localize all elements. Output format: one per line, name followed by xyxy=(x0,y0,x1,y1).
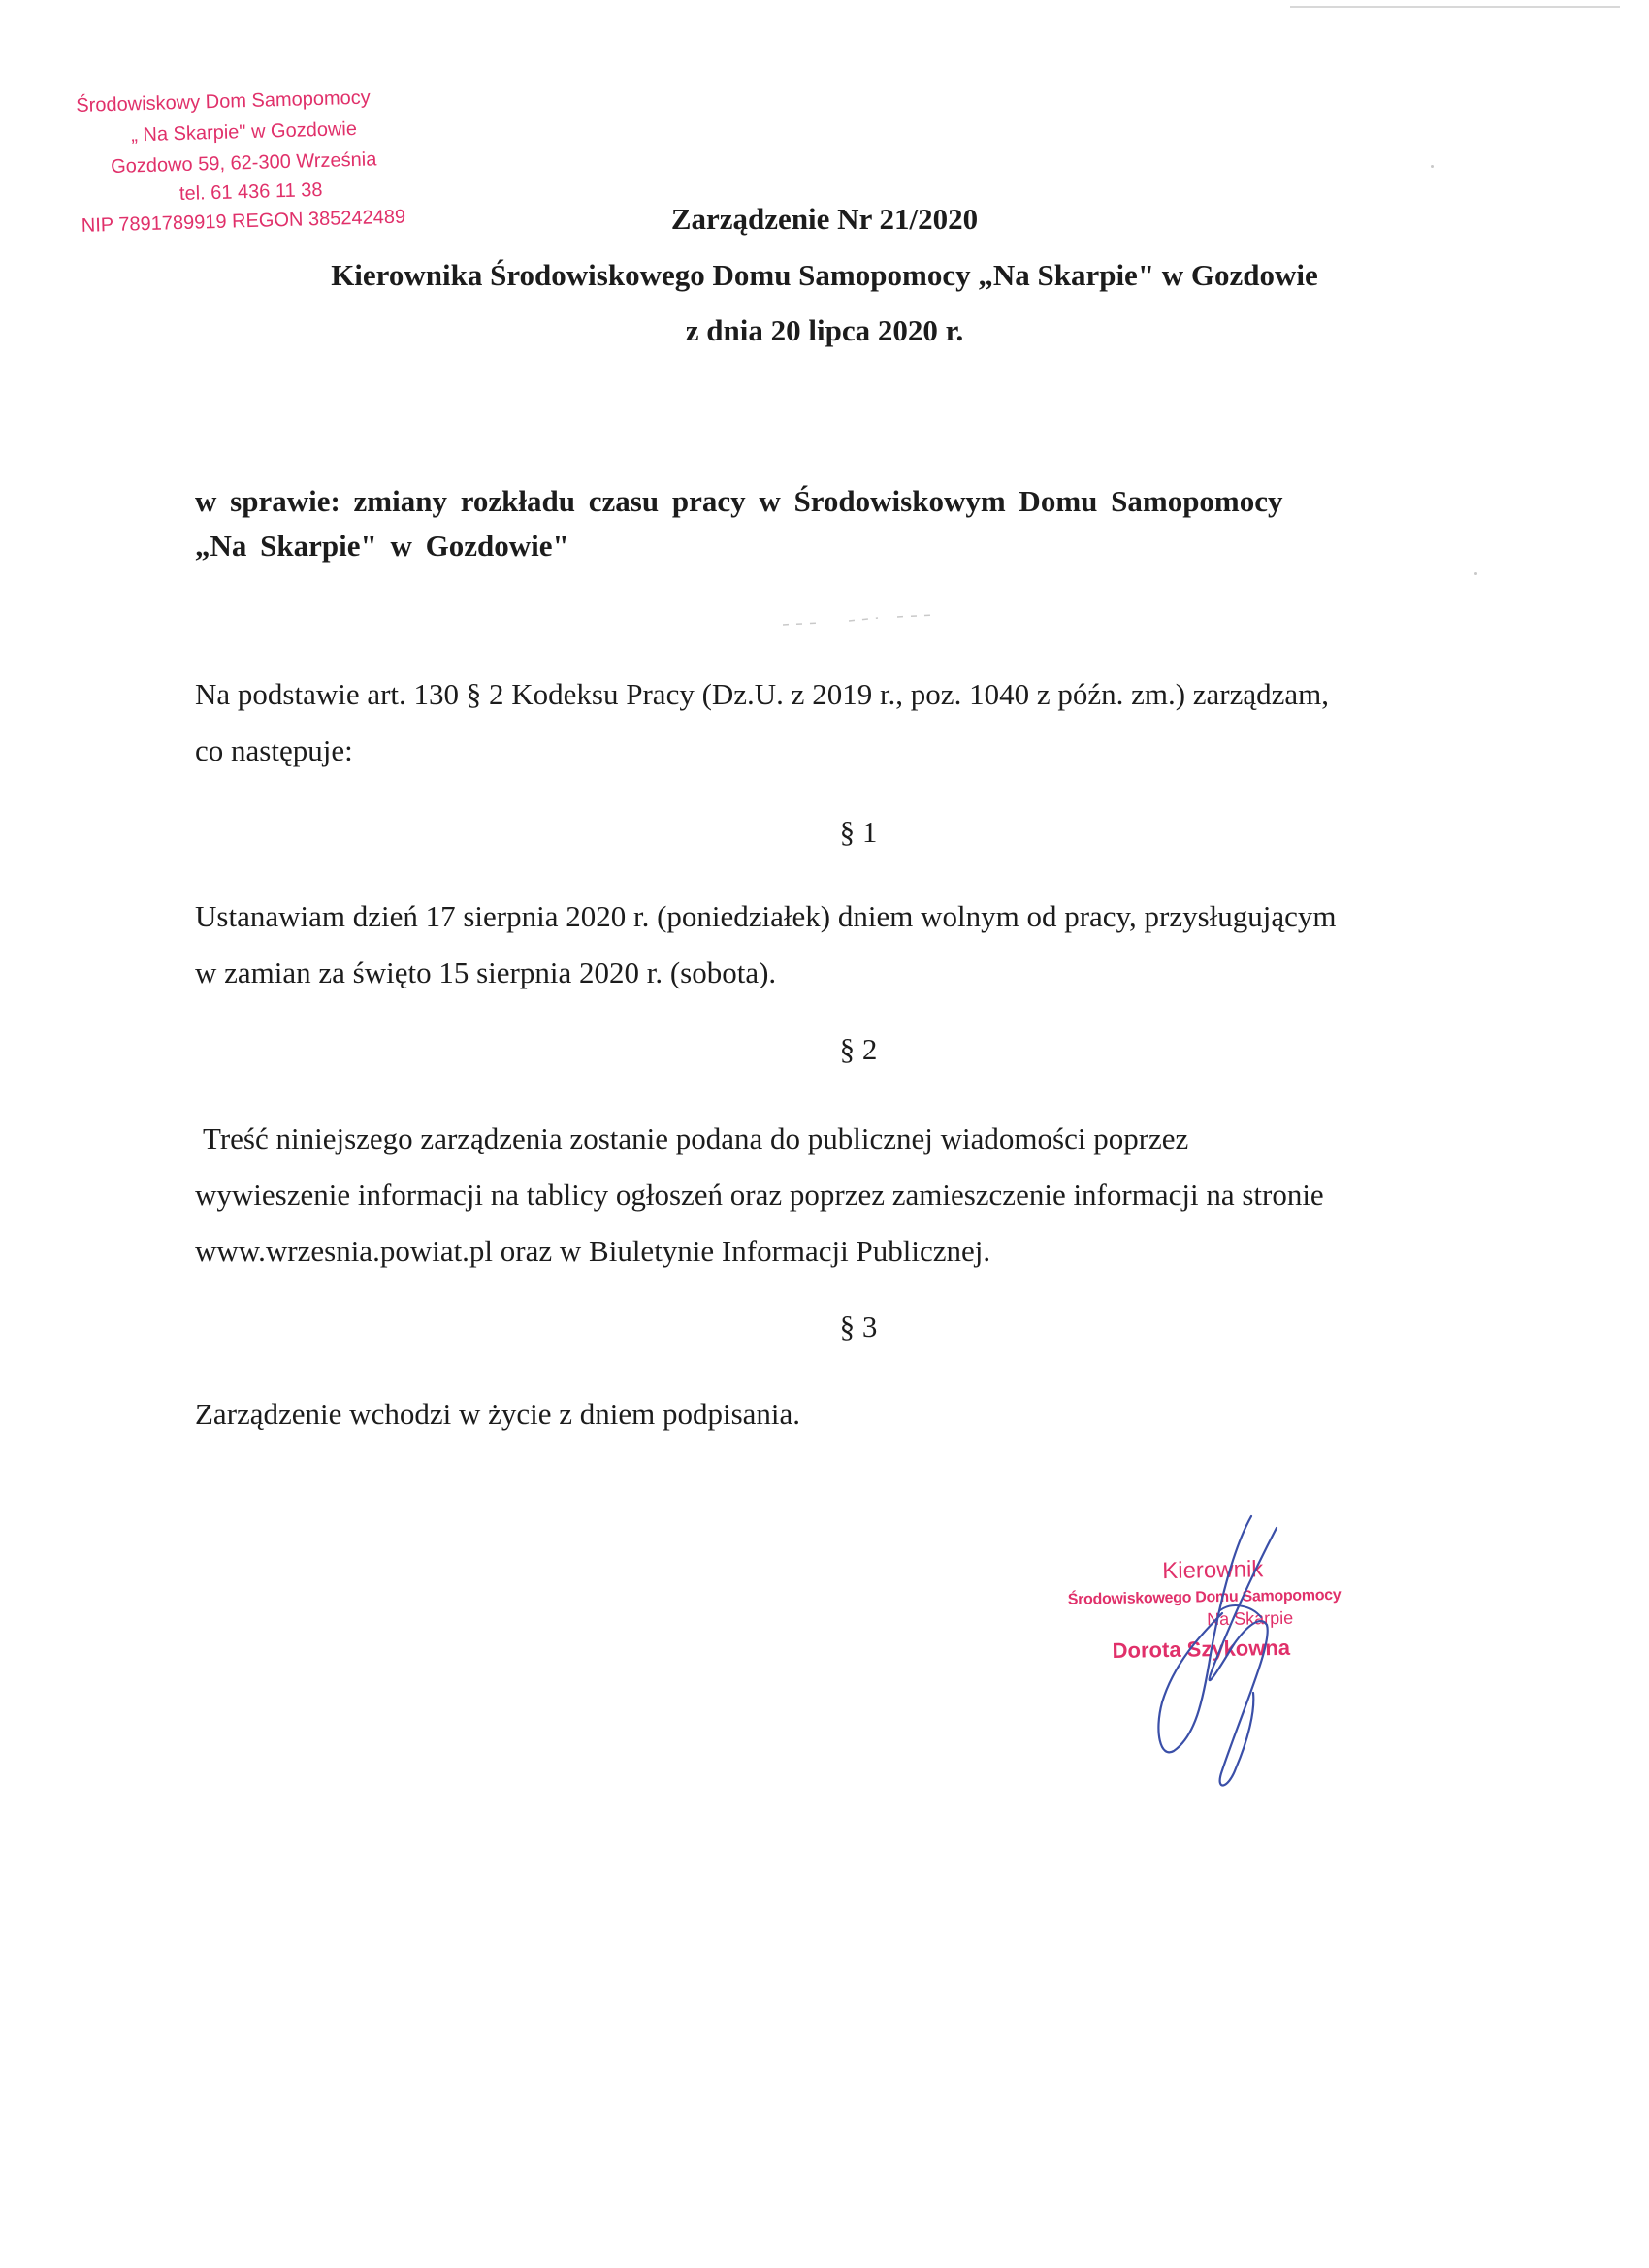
section-mark: § 3 xyxy=(839,1310,878,1344)
stamp-line-address: Gozdowo 59, 62-300 Września xyxy=(110,148,377,178)
section-body xyxy=(195,1386,1425,1442)
scan-speck xyxy=(1431,165,1434,168)
section-mark: § 1 xyxy=(839,815,878,849)
section-mark: § 2 xyxy=(839,1032,878,1066)
section-line: Zarządzenie wchodzi w życie z dniem podpisania. xyxy=(195,1397,801,1431)
document-issuer: Kierownika Środowiskowego Domu Samopomocy „Na Skarpie" w Gozdowie xyxy=(331,258,1318,292)
section-line: wywieszenie informacji na tablicy ogłoszeń oraz poprzez zamieszczenie informacji na stronie xyxy=(195,1178,1324,1212)
stamp-line-phone: tel. 61 436 11 38 xyxy=(178,178,323,206)
stamp-line-ids: NIP 7891789919 REGON 385242489 xyxy=(81,206,406,237)
signature-stamp-title: Kierownik xyxy=(1162,1556,1264,1585)
section-line: Treść niniejszego zarządzenia zostanie podana do publicznej wiadomości poprzez xyxy=(203,1121,1189,1155)
stamp-line-place: „ Na Skarpie" w Gozdowie xyxy=(130,117,358,146)
intro-line: co następuje: xyxy=(195,733,353,767)
intro-block xyxy=(195,666,1425,779)
section-line: w zamian za święto 15 sierpnia 2020 r. (sobota). xyxy=(195,956,777,989)
subject-block xyxy=(195,479,1425,568)
section-line: www.wrzesnia.powiat.pl oraz w Biuletynie Informacji Publicznej. xyxy=(195,1234,991,1268)
signature-stamp-person: Dorota Szykowna xyxy=(1112,1635,1291,1663)
subject-line: w sprawie: zmiany rozkładu czasu pracy w Środowiskowym Domu Samopomocy xyxy=(195,484,1283,518)
scan-mark xyxy=(781,613,936,627)
scan-speck xyxy=(1474,572,1477,575)
scan-edge-mark xyxy=(1290,6,1620,8)
intro-line: Na podstawie art. 130 § 2 Kodeksu Pracy (Dz.U. z 2019 r., poz. 1040 z późn. zm.) zarządzam, xyxy=(195,677,1330,711)
document-date: z dnia 20 lipca 2020 r. xyxy=(685,313,964,347)
section-body xyxy=(195,1111,1425,1280)
signature-stamp-institution: Środowiskowego Domu Samopomocy xyxy=(1067,1586,1342,1608)
institution-stamp xyxy=(76,81,464,237)
handwritten-signature xyxy=(1106,1508,1358,1799)
stamp-line-name: Środowiskowy Dom Samopomocy xyxy=(76,86,372,116)
document-title: Zarządzenie Nr 21/2020 xyxy=(670,202,979,236)
subject-line: „Na Skarpie" w Gozdowie" xyxy=(195,529,569,563)
section-body xyxy=(195,889,1425,1001)
section-line: Ustanawiam dzień 17 sierpnia 2020 r. (poniedziałek) dniem wolnym od pracy, przysługującym xyxy=(195,899,1337,933)
signature-stamp-place: Na Skarpie xyxy=(1206,1607,1294,1630)
